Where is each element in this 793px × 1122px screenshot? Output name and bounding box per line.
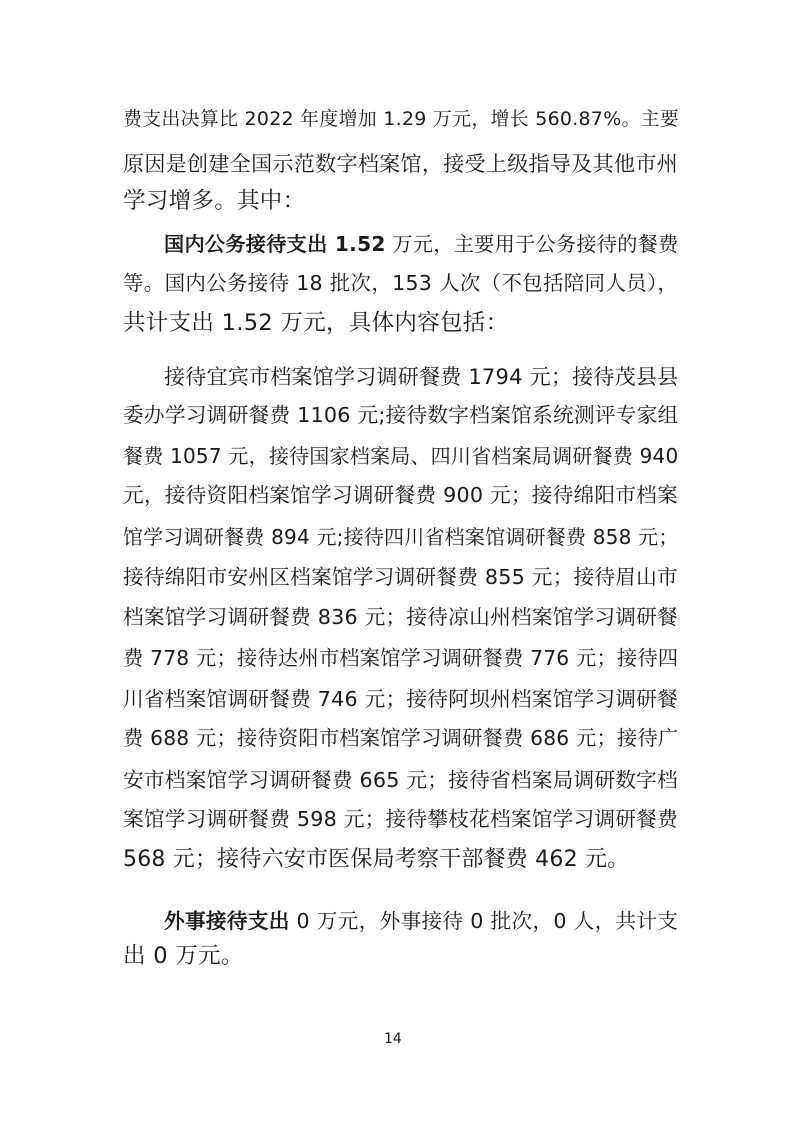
text-line: 元，接待资阳档案馆学习调研餐费 900 元；接待绵阳市档案 [123, 483, 678, 507]
text-line: 安市档案馆学习调研餐费 665 元；接待省档案局调研数字档 [123, 768, 678, 792]
page-number: 14 [384, 1031, 402, 1047]
text-line: 出 0 万元。 [123, 943, 244, 969]
text-line: 等。国内公务接待 18 批次，153 人次（不包括陪同人员）， [123, 271, 679, 295]
text-line: 馆学习调研餐费 894 元;接待四川省档案馆调研餐费 858 元； [123, 525, 679, 549]
text-line: 接待绵阳市安州区档案馆学习调研餐费 855 元；接待眉山市 [123, 565, 678, 589]
text-line: 案馆学习调研餐费 598 元；接待攀枝花档案馆学习调研餐费 [123, 807, 678, 831]
text-line: 川省档案馆调研餐费 746 元；接待阿坝州档案馆学习调研餐 [123, 687, 678, 711]
text-line: 共计支出 1.52 万元，具体内容包括： [123, 310, 509, 336]
text-line: 档案馆学习调研餐费 836 元；接待凉山州档案馆学习调研餐 [123, 605, 678, 629]
text-line [164, 229, 679, 259]
text-line: 委办学习调研餐费 1106 元;接待数字档案馆系统测评专家组 [123, 403, 679, 427]
text-span: 0 万元，外事接待 0 批次，0 人，共计支 [289, 909, 679, 933]
text-line: 费 688 元；接待资阳市档案馆学习调研餐费 686 元；接待广 [123, 726, 679, 750]
text-span: 万元，主要用于公务接待的餐费 [385, 232, 679, 256]
text-line: 接待宜宾市档案馆学习调研餐费 1794 元；接待茂县县 [164, 364, 679, 389]
text-line: 费 778 元；接待达州市档案馆学习调研餐费 776 元；接待四 [123, 646, 679, 670]
text-line: 费支出决算比 2022 年度增加 1.29 万元，增长 560.87%。主要 [123, 108, 680, 130]
text-line: 原因是创建全国示范数字档案馆，接受上级指导及其他市州 [123, 151, 679, 176]
text-line: 餐费 1057 元，接待国家档案局、四川省档案局调研餐费 940 [123, 444, 679, 468]
foreign-reception-heading: 外事接待支出 [164, 909, 290, 933]
domestic-reception-heading: 国内公务接待支出 1.52 [164, 232, 386, 256]
text-line: 学习增多。其中： [123, 188, 306, 214]
text-line: 568 元；接待六安市医保局考察干部餐费 462 元。 [123, 847, 630, 872]
text-line [164, 906, 678, 936]
